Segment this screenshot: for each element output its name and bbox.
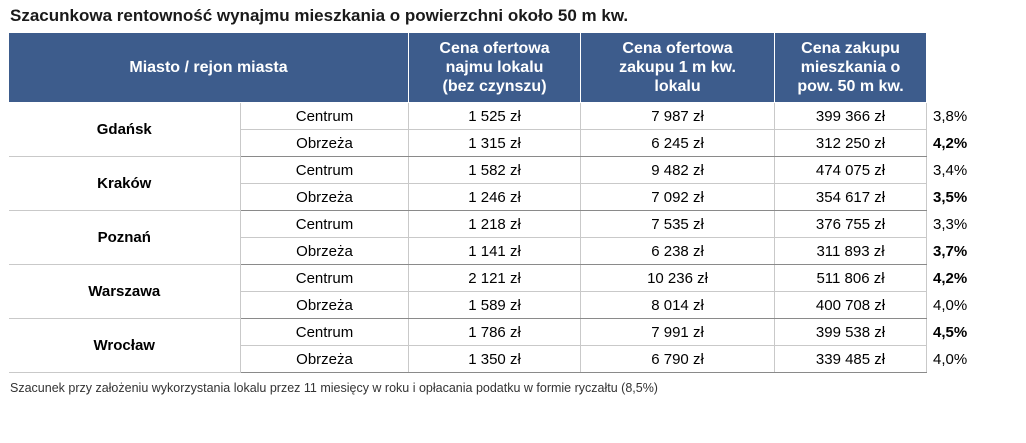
rent-price-cell: 1 141 zł [409,238,581,265]
page-title: Szacunkowa rentowność wynajmu mieszkania o powierzchni około 50 m kw. [10,6,629,25]
price-50sqm-cell: 400 708 zł [775,292,927,319]
column-header-price-per-sqm [581,33,775,103]
city-cell: Kraków [9,157,241,211]
price-per-sqm-cell: 7 092 zł [581,184,775,211]
price-per-sqm-cell: 7 535 zł [581,211,775,238]
rent-price-cell: 1 315 zł [409,130,581,157]
table-row: Poznań Centrum 1 218 zł 7 535 zł 376 755 zł 3,3% [9,211,927,238]
city-cell: Gdańsk [9,103,241,157]
price-per-sqm-cell: 7 991 zł [581,319,775,346]
price-50sqm-cell: 399 366 zł [775,103,927,130]
area-cell: Obrzeża [241,292,409,319]
price-50sqm-cell: 511 806 zł [775,265,927,292]
column-header-price1-line1: Cena ofertowa [622,40,733,57]
price-per-sqm-cell: 6 245 zł [581,130,775,157]
rent-price-cell: 1 786 zł [409,319,581,346]
rent-price-cell: 1 589 zł [409,292,581,319]
table-row: Warszawa Centrum 2 121 zł 10 236 zł 511 806 zł 4,2% [9,265,927,292]
area-cell: Obrzeża [241,238,409,265]
rentability-table [8,32,1026,373]
column-header-price1-line3: lokalu [654,78,701,95]
table-row: Obrzeża 1 350 zł 6 790 zł 339 485 zł 4,0% [9,346,927,373]
area-cell: Centrum [241,211,409,238]
price-per-sqm-cell: 10 236 zł [581,265,775,292]
price-per-sqm-cell: 7 987 zł [581,103,775,130]
column-header-price50-line3: pow. 50 m kw. [797,78,904,95]
column-header-city-label: Miasto / rejon miasta [129,59,288,76]
area-cell: Obrzeża [241,184,409,211]
footnote: Szacunek przy założeniu wykorzystania lokalu przez 11 miesięcy w roku i opłacania podatku w formie ryczałtu (8,5%) [10,381,658,395]
price-50sqm-cell: 474 075 zł [775,157,927,184]
rent-price-cell: 1 246 zł [409,184,581,211]
rent-price-cell: 1 582 zł [409,157,581,184]
column-header-rent-price [409,33,581,103]
price-per-sqm-cell: 6 790 zł [581,346,775,373]
price-50sqm-cell: 399 538 zł [775,319,927,346]
column-header-price-50sqm [775,33,927,103]
area-cell: Centrum [241,157,409,184]
area-cell: Centrum [241,103,409,130]
column-header-price1-line2: zakupu 1 m kw. [619,59,736,76]
price-50sqm-cell: 376 755 zł [775,211,927,238]
column-header-price50-line1: Cena zakupu [801,40,900,57]
table-row: Gdańsk Centrum 1 525 zł 7 987 zł 399 366 zł 3,8% [9,103,927,130]
price-50sqm-cell: 312 250 zł [775,130,927,157]
price-50sqm-cell: 339 485 zł [775,346,927,373]
column-header-rent-line1: Cena ofertowa [439,40,550,57]
area-cell: Obrzeża [241,130,409,157]
column-header-rent-line3: (bez czynszu) [442,78,547,95]
table-row: Kraków Centrum 1 582 zł 9 482 zł 474 075 zł 3,4% [9,157,927,184]
area-cell: Obrzeża [241,346,409,373]
column-header-rent-line2: najmu lokalu [445,59,544,76]
price-per-sqm-cell: 9 482 zł [581,157,775,184]
city-cell: Warszawa [9,265,241,319]
price-per-sqm-cell: 8 014 zł [581,292,775,319]
city-cell: Wrocław [9,319,241,373]
price-50sqm-cell: 354 617 zł [775,184,927,211]
table-header [9,33,1026,103]
price-50sqm-cell: 311 893 zł [775,238,927,265]
area-cell: Centrum [241,265,409,292]
city-cell: Poznań [9,211,241,265]
column-header-yield-label: Rentowność [931,59,1026,76]
rent-price-cell: 1 350 zł [409,346,581,373]
rent-price-cell: 2 121 zł [409,265,581,292]
table-row: Wrocław Centrum 1 786 zł 7 991 zł 399 538 zł 4,5% [9,319,927,346]
price-per-sqm-cell: 6 238 zł [581,238,775,265]
header-row [9,33,927,103]
column-header-price50-line2: mieszkania o [800,59,901,76]
table-row: Obrzeża 1 315 zł 6 245 zł 312 250 zł 4,2% [9,130,927,157]
rent-price-cell: 1 525 zł [409,103,581,130]
column-header-city [9,33,409,103]
table-body [9,103,968,373]
table-row: Obrzeża 1 589 zł 8 014 zł 400 708 zł 4,0% [9,292,927,319]
table-row: Obrzeża 1 141 zł 6 238 zł 311 893 zł 3,7% [9,238,927,265]
rent-price-cell: 1 218 zł [409,211,581,238]
table-row: Obrzeża 1 246 zł 7 092 zł 354 617 zł 3,5% [9,184,927,211]
area-cell: Centrum [241,319,409,346]
